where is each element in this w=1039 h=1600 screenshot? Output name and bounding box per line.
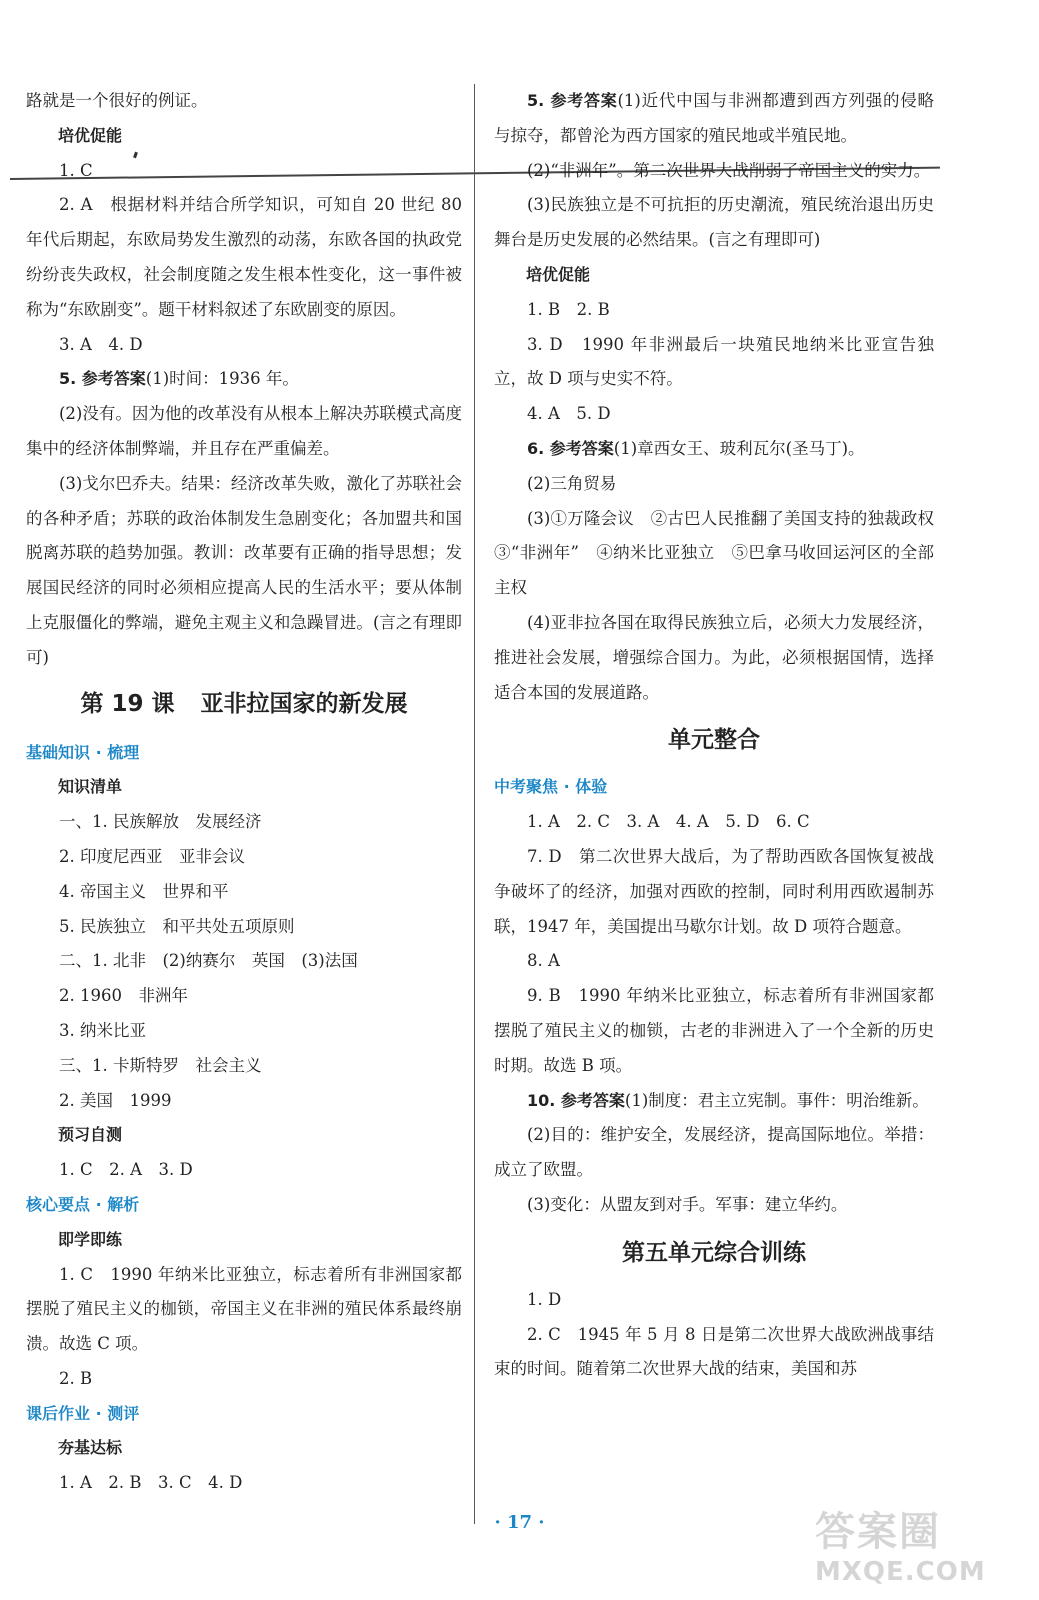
answer-paragraph: (3)戈尔巴乔夫。结果：经济改革失败，激化了苏联社会的各种矛盾；苏联的政治体制发生急剧变化；各加盟共和国脱离苏联的趋势加强。教训：改革要有正确的指导思想；发展国民经济的同时必须相应提高人民的生活水平；要从体制上克服僵化的弊端，避免主观主义和急躁冒进。(言之有理即可) xyxy=(26,473,462,667)
answer-paragraph: 2. A 根据材料并结合所学知识，可知自 20 世纪 80 年代后期起，东欧局势发生激烈的动荡，东欧各国的执政党纷纷丧失政权，社会制度随之发生根本性变化，这一事件被称为“东欧剧变”。题干材料叙述了东欧剧变的原因。 xyxy=(26,195,462,319)
answer-paragraph: 3. D 1990 年非洲最后一块殖民地纳米比亚宣告独立，故 D 项与史实不符。 xyxy=(494,334,934,389)
answer-line: (3)变化：从盟友到对手。军事：建立华约。 xyxy=(527,1194,848,1214)
subheading: 知识清单 xyxy=(58,777,123,797)
watermark-url: MXQE.COM xyxy=(815,1557,986,1587)
unit-title: 第五单元综合训练 xyxy=(622,1239,806,1266)
answer-paragraph: 1. C 1990 年纳米比亚独立，标志着所有非洲国家都摆脱了殖民主义的枷锁，帝国主义在非洲的殖民体系最终崩溃。故选 C 项。 xyxy=(26,1264,462,1354)
unit-title: 单元整合 xyxy=(668,727,760,754)
page-number: · 17 · xyxy=(494,1512,545,1533)
lesson-title xyxy=(26,684,462,724)
section-heading: 中考聚焦 · 体验 xyxy=(494,777,608,797)
answer-text: (1)时间：1936 年。 xyxy=(145,369,299,389)
answer-paragraph: (3)①万隆会议 ②古巴人民推翻了美国支持的独裁政权 ③“非洲年” ④纳米比亚独立 ⑤巴拿马收回运河区的全部主权 xyxy=(494,508,951,598)
list-item: 一、1. 民族解放 发展经济 xyxy=(59,812,262,832)
answer-line: 1. A 2. B 3. C 4. D xyxy=(59,1473,243,1493)
answer-label: 5. 参考答案 xyxy=(59,369,146,389)
answer-text: (1)近代中国与非洲都遭到西方列强的侵略与掠夺，都曾沦为西方国家的殖民地或半殖民地。 xyxy=(494,91,934,145)
answer-paragraph: 7. D 第二次世界大战后，为了帮助西欧各国恢复被战争破坏了的经济，加强对西欧的控制，同时利用西欧遏制苏联，1947 年，美国提出马歇尔计划。故 D 项符合题意。 xyxy=(494,846,934,936)
section-heading: 课后作业 · 测评 xyxy=(26,1403,140,1423)
list-item: 4. 帝国主义 世界和平 xyxy=(59,881,229,901)
answer-paragraph: 2. C 1945 年 5 月 8 日是第二次世界大战欧洲战事结束的时间。随着第二次世界大战的结束，美国和苏 xyxy=(494,1324,934,1379)
answer-paragraph: (2)“非洲年”。第二次世界大战削弱了帝国主义的实力。 xyxy=(527,160,931,180)
subheading: 夯基达标 xyxy=(58,1438,123,1458)
lesson-number: 第 19 课 xyxy=(80,690,175,717)
answer-text: (1)制度：君主立宪制。事件：明治维新。 xyxy=(624,1090,929,1110)
list-item: 二、1. 北非 (2)纳赛尔 英国 (3)法国 xyxy=(59,951,358,971)
answer-line: 3. A 4. D xyxy=(59,334,143,354)
answer-line: 1. C xyxy=(59,160,93,180)
section-heading: 核心要点 · 解析 xyxy=(26,1194,140,1214)
subheading: 培优促能 xyxy=(58,125,123,145)
answer-paragraph xyxy=(26,362,462,397)
answer-line: 1. C 2. A 3. D xyxy=(59,1160,193,1180)
list-item: 5. 民族独立 和平共处五项原则 xyxy=(59,916,295,936)
answer-line: 1. B 2. B xyxy=(527,299,610,319)
answer-text: (1)章西女王、玻利瓦尔(圣马丁)。 xyxy=(613,438,865,458)
answer-paragraph: (2)没有。因为他的改革没有从根本上解决苏联模式高度集中的经济体制弊端，并且存在严重偏差。 xyxy=(26,404,462,458)
left-column xyxy=(26,84,462,1501)
answer-line: 1. D xyxy=(527,1289,562,1309)
list-item: 2. 美国 1999 xyxy=(59,1090,172,1110)
answer-paragraph: (2)目的：维护安全，发展经济，提高国际地位。举措：成立了欧盟。 xyxy=(494,1125,934,1180)
lesson-name: 亚非拉国家的新发展 xyxy=(200,690,408,717)
list-item: 2. 印度尼西亚 亚非会议 xyxy=(59,846,245,866)
watermark-logo xyxy=(815,1500,1025,1592)
subheading: 预习自测 xyxy=(58,1125,123,1145)
column-divider xyxy=(474,84,475,1524)
answer-paragraph xyxy=(494,1084,934,1119)
answer-paragraph: 9. B 1990 年纳米比亚独立，标志着所有非洲国家都摆脱了殖民主义的枷锁，古老的非洲进入了一个全新的历史时期。故选 B 项。 xyxy=(494,986,934,1075)
answer-line: 4. A 5. D xyxy=(527,404,611,424)
answer-line: (2)三角贸易 xyxy=(527,473,617,493)
answer-label: 6. 参考答案 xyxy=(527,438,614,458)
text-line: 路就是一个很好的例证。 xyxy=(26,91,208,110)
answer-line: 8. A xyxy=(527,951,560,971)
subheading: 即学即练 xyxy=(58,1229,123,1249)
list-item: 2. 1960 非洲年 xyxy=(59,986,188,1006)
list-item: 3. 纳米比亚 xyxy=(59,1020,146,1040)
answer-paragraph xyxy=(494,432,934,467)
answer-label: 5. 参考答案 xyxy=(527,91,618,110)
answer-line: 2. B xyxy=(59,1368,93,1388)
list-item: 三、1. 卡斯特罗 社会主义 xyxy=(59,1055,262,1075)
answer-label: 10. 参考答案 xyxy=(527,1090,625,1110)
answer-paragraph: (4)亚非拉各国在取得民族独立后，必须大力发展经济，推进社会发展，增强综合国力。为此，必须根据国情，选择适合本国的发展道路。 xyxy=(494,612,934,702)
watermark-text: 答案圈 xyxy=(815,1509,941,1555)
subheading: 培优促能 xyxy=(526,264,591,284)
answer-paragraph: (3)民族独立是不可抗拒的历史潮流，殖民统治退出历史舞台是历史发展的必然结果。(言之有理即可) xyxy=(494,195,934,250)
right-column xyxy=(494,84,951,1387)
section-heading: 基础知识 · 梳理 xyxy=(26,742,140,762)
answer-paragraph xyxy=(494,84,934,154)
answer-line: 1. A 2. C 3. A 4. A 5. D 6. C xyxy=(527,812,810,832)
